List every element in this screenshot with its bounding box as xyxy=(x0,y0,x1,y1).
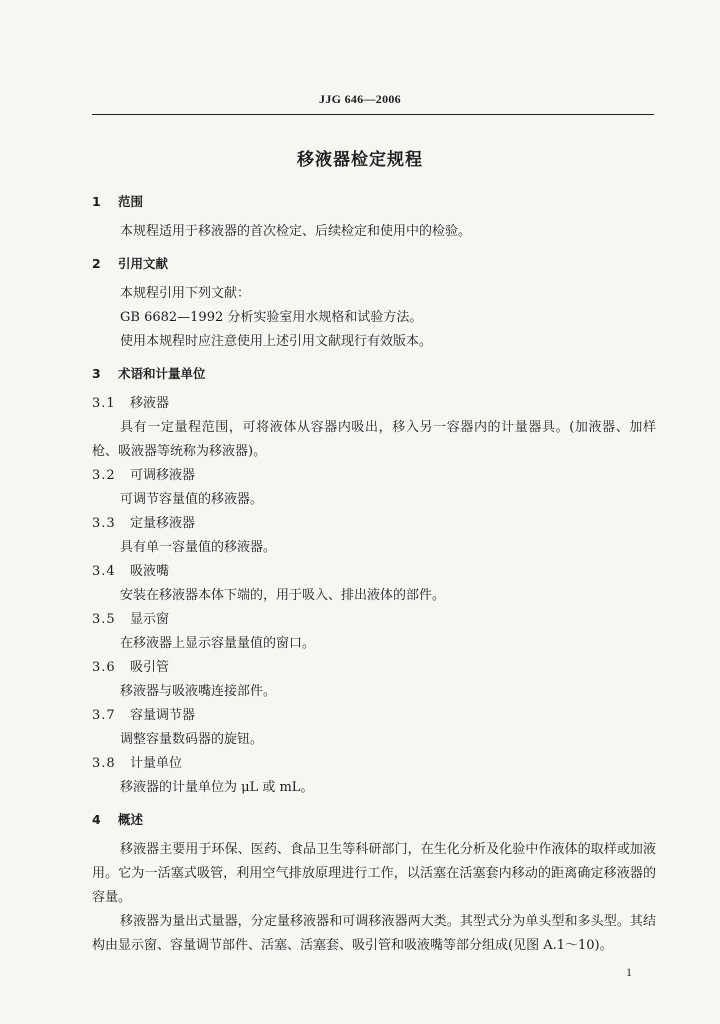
term-heading xyxy=(92,512,656,536)
term-name: 吸液嘴 xyxy=(130,564,170,579)
section-title: 术语和计量单位 xyxy=(118,366,206,381)
paragraph: 本规程适用于移液器的首次检定、后续检定和使用中的检验。 xyxy=(120,224,472,239)
term-number: 3.2 xyxy=(92,468,116,483)
paragraph: 本规程引用下列文献： xyxy=(120,286,251,301)
term-heading xyxy=(92,608,656,632)
section-number: 4 xyxy=(92,812,101,827)
term-name: 定量移液器 xyxy=(130,516,196,531)
section-title: 引用文献 xyxy=(118,256,169,271)
term-definition: 具有一定量程范围，可将液体从容器内吸出，移入另一容器内的计量器具。(加液器、加样枪、吸液器等统称为移液器)。 xyxy=(92,420,656,459)
term-number: 3.8 xyxy=(92,756,116,771)
term-number: 3.4 xyxy=(92,564,116,579)
term-name: 吸引管 xyxy=(130,660,170,675)
term-heading xyxy=(92,656,656,680)
term-heading xyxy=(92,560,656,584)
term-name: 计量单位 xyxy=(130,756,183,771)
term-number: 3.1 xyxy=(92,396,116,411)
section-heading-2 xyxy=(92,252,656,276)
term-name: 显示窗 xyxy=(130,612,170,627)
section-number: 2 xyxy=(92,256,101,271)
term-number: 3.6 xyxy=(92,660,116,675)
term-heading xyxy=(92,704,656,728)
term-number: 3.7 xyxy=(92,708,116,723)
term-heading xyxy=(92,464,656,488)
section-number: 1 xyxy=(92,194,101,209)
section-heading-3 xyxy=(92,362,656,386)
term-definition: 移液器的计量单位为 μL 或 mL。 xyxy=(120,780,314,795)
section-heading-1 xyxy=(92,190,656,214)
term-name: 移液器 xyxy=(130,396,170,411)
term-definition: 调整容量数码器的旋钮。 xyxy=(120,732,264,747)
paragraph: 移液器主要用于环保、医药、食品卫生等科研部门，在生化分析及化验中作液体的取样或加液用。它为一活塞式吸管，利用空气排放原理进行工作，以活塞在活塞套内移动的距离确定移液器的容量。 xyxy=(92,842,656,905)
term-number: 3.3 xyxy=(92,516,116,531)
term-heading xyxy=(92,752,656,776)
section-heading-4 xyxy=(92,808,656,832)
term-definition: 在移液器上显示容量量值的窗口。 xyxy=(120,636,316,651)
section-title: 范围 xyxy=(118,194,144,209)
reference-item: GB 6682—1992 分析实验室用水规格和试验方法。 xyxy=(120,310,423,325)
term-heading xyxy=(92,392,656,416)
term-definition: 可调节容量值的移液器。 xyxy=(120,492,264,507)
term-name: 容量调节器 xyxy=(130,708,196,723)
overview-block xyxy=(92,838,656,958)
page-number: 1 xyxy=(626,965,632,979)
references-block xyxy=(92,282,656,354)
terms-list xyxy=(92,392,656,800)
section-number: 3 xyxy=(92,366,101,381)
section-title: 概述 xyxy=(118,812,144,827)
paragraph: 移液器为量出式量器，分定量移液器和可调移液器两大类。其型式分为单头型和多头型。其结构由显示窗、容量调节部件、活塞、活塞套、吸引管和吸液嘴等部分组成(见图 A.1～10)。 xyxy=(92,914,656,953)
term-definition: 移液器与吸液嘴连接部件。 xyxy=(120,684,277,699)
term-name: 可调移液器 xyxy=(130,468,196,483)
term-definition: 安装在移液器本体下端的，用于吸入、排出液体的部件。 xyxy=(120,588,446,603)
term-definition: 具有单一容量值的移液器。 xyxy=(120,540,277,555)
header-rule xyxy=(92,114,654,115)
document-body xyxy=(92,190,656,958)
standard-code-header: JJG 646—2006 xyxy=(319,92,401,106)
document-title: 移液器检定规程 xyxy=(297,150,423,170)
paragraph: 使用本规程时应注意使用上述引用文献现行有效版本。 xyxy=(120,334,433,349)
term-number: 3.5 xyxy=(92,612,116,627)
